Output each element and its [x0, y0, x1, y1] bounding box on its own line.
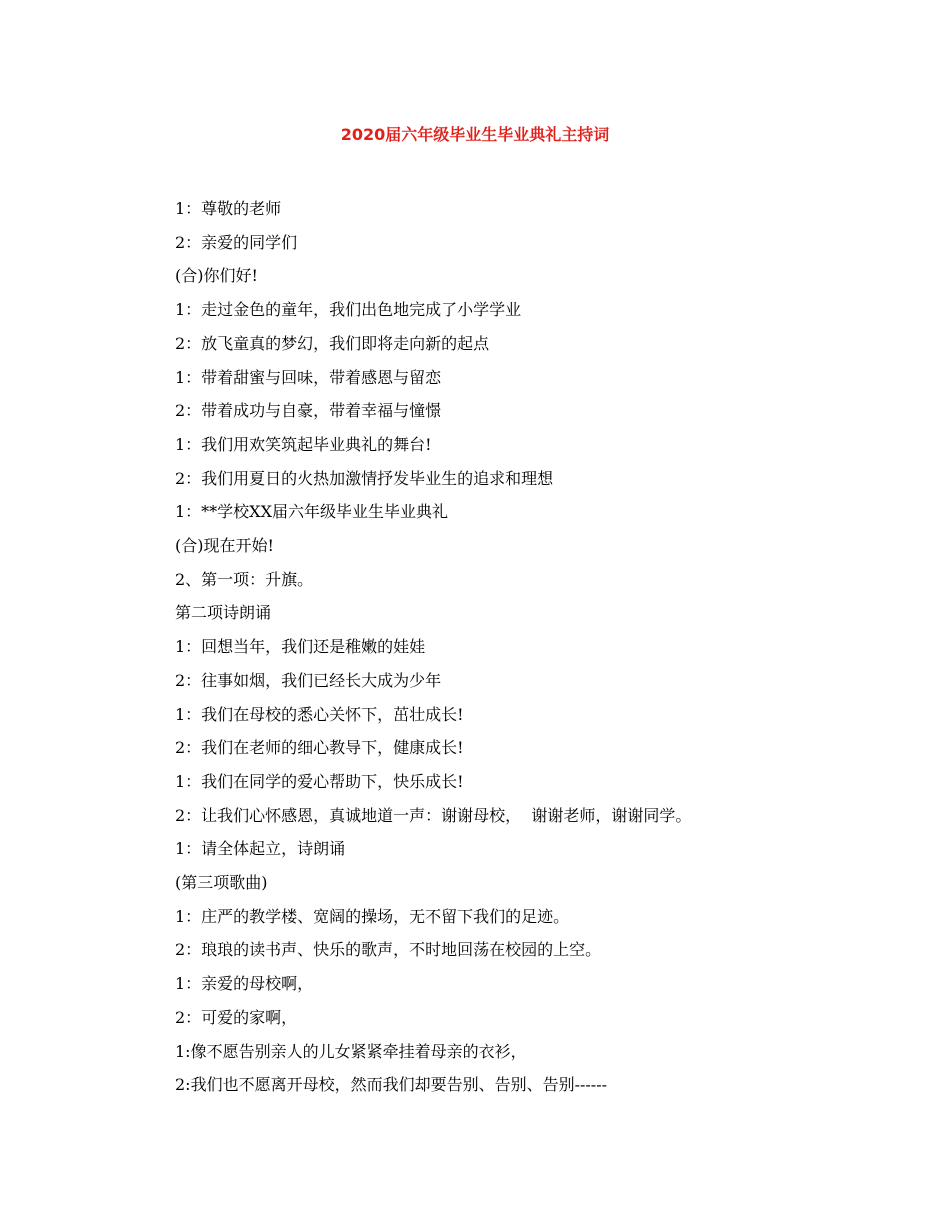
script-line: 1：尊敬的老师: [175, 199, 282, 218]
script-line: 2：往事如烟，我们已经长大成为少年: [175, 670, 442, 690]
script-line: 1：走过金色的童年，我们出色地完成了小学学业: [175, 300, 522, 320]
script-line: 1：**学校XX届六年级毕业生毕业典礼: [175, 502, 448, 522]
document-body: [175, 192, 875, 1102]
script-line: 2:我们也不愿离开母校，然而我们却要告别、告别、告别------: [175, 1075, 608, 1095]
script-line: 1：带着甜蜜与回味，带着感恩与留恋: [175, 367, 442, 387]
script-line: (第三项歌曲): [175, 873, 268, 893]
script-line: 2：我们用夏日的火热加激情抒发毕业生的追求和理想: [175, 468, 554, 488]
page-title: 2020届六年级毕业生毕业典礼主持词: [340, 125, 610, 144]
script-line: 1：我们用欢笑筑起毕业典礼的舞台!: [175, 434, 432, 454]
script-line: 2：放飞童真的梦幻，我们即将走向新的起点: [175, 333, 490, 353]
script-line: 1：我们在同学的爱心帮助下，快乐成长!: [175, 771, 464, 791]
script-line: 1：回想当年，我们还是稚嫩的娃娃: [175, 637, 426, 657]
script-line: 2：带着成功与自豪，带着幸福与憧憬: [175, 401, 442, 421]
script-line: 1:像不愿告别亲人的儿女紧紧牵挂着母亲的衣衫，: [175, 1041, 527, 1061]
script-line: (合)你们好!: [175, 266, 258, 286]
script-line: 1：请全体起立，诗朗诵: [175, 839, 346, 859]
script-line: 第二项诗朗诵: [175, 603, 272, 623]
script-line: 1：亲爱的母校啊，: [175, 974, 314, 994]
script-line: 2：让我们心怀感恩，真诚地道一声：谢谢母校， 谢谢老师，谢谢同学。: [175, 805, 692, 825]
script-line: 2：可爱的家啊，: [175, 1007, 298, 1027]
script-line: 1：庄严的教学楼、宽阔的操场，无不留下我们的足迹。: [175, 906, 570, 926]
script-line: 2：亲爱的同学们: [175, 232, 298, 252]
script-line: 1：我们在母校的悉心关怀下，茁壮成长!: [175, 704, 464, 724]
script-line: 2、第一项：升旗。: [175, 569, 314, 589]
script-line: 2：我们在老师的细心教导下，健康成长!: [175, 738, 464, 758]
script-line: 2：琅琅的读书声、快乐的歌声，不时地回荡在校园的上空。: [175, 940, 602, 960]
script-line: (合)现在开始!: [175, 536, 274, 556]
